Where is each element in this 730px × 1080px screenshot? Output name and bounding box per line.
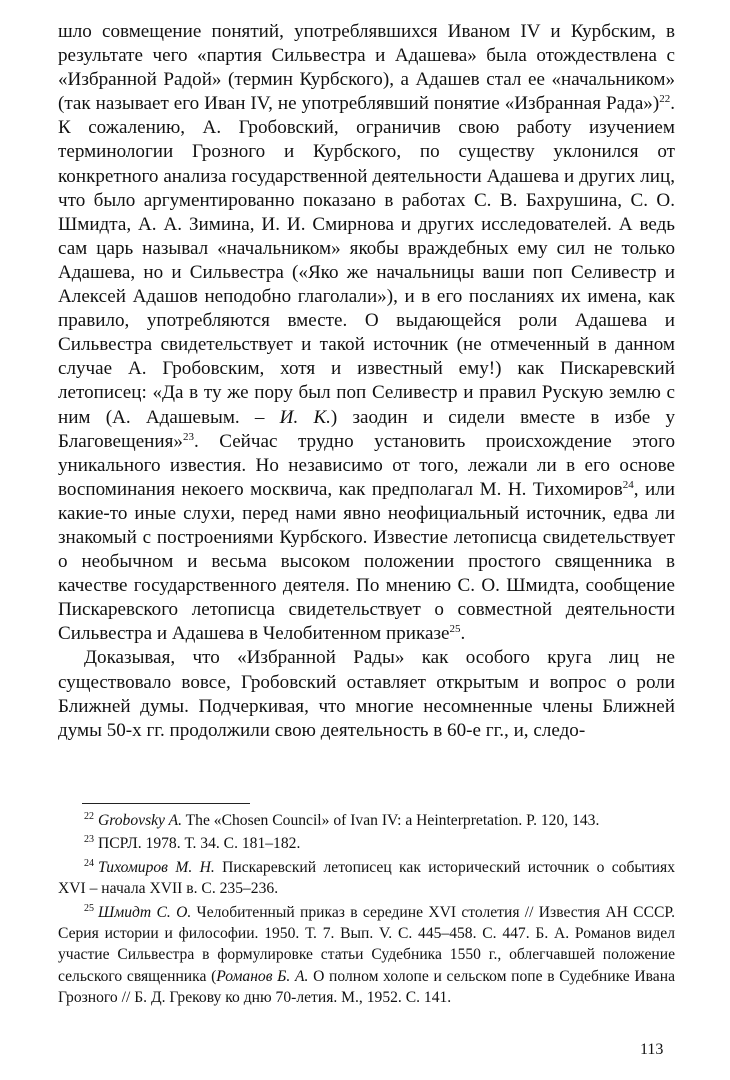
paragraph-2: Доказывая, что «Избранной Рады» как особого круга лиц не существовало вовсе, Гробовский оставляет открытым и вопрос о роли Ближней думы. Подчеркивая, что многие несомненные члены Ближней думы 50-х гг. продолжили свою деятельность в 60-е гг., и, следо- [58,647,675,741]
footnote-25: $^{25}$ Шмидт С. О. Челобитенный приказ в середине XVI столетия // Известия АН СССР. Серия истории и философии. 1950. Т. 7. Вып. V. С. 445–458. С. 447. Б. А. Романов видел участие Сильвестра в формулировке статьи Судебника 1550 г., облегчавшей положение сельского священника (Романов Б. А. О полном холопе и сельском попе в Судебнике Ивана Грозного // Б. Д. Грекову ко дню 70-летия. М., 1952. С. 141. [58,902,675,1007]
footnote-divider [82,803,250,804]
footnote-ref-24: 24 [622,478,634,491]
footnote-22: $^{22}$ Grobovsky A. The «Chosen Council» of Ivan IV: a Heinterpretation. P. 120, 143. [84,811,600,829]
footnotes [58,810,675,1011]
main-text [58,20,675,743]
footnote-ref-22: 22 [659,93,671,106]
page-number: 113 [640,1041,664,1058]
footnote-23: $^{23}$ ПСРЛ. 1978. Т. 34. С. 181–182. [84,834,301,853]
footnote-ref-23: 23 [182,430,194,443]
footnote-ref-25: 25 [449,623,461,636]
footnote-24: $^{24}$ Тихомиров М. Н. Пискаревский летописец как исторический источник о событиях XVI – начала XVII в. С. 235–236. [58,857,675,898]
paragraph-1: шло совмещение понятий, употреблявшихся Иваном IV и Курбским, в результате чего «партия Сильвестра и Адашева» была отождествлена с «Избранной Радой» (термин Курбского), а Адашев стал ее «начальником» (так называет его Иван IV, не употреблявший понятие «Избранная Рада»)$^{22}$. К сожалению, А. Гробовский, ограничив свою работу изучением терминологии Грозного и Курбского, по существу уклонился от конкретного анализа государственной деятельности Адашева и других лиц, что было аргументированно показано в работах С. В. Бахрушина, С. О. Шмидта, А. А. Зимина, И. И. Смирнова и других исследователей. А ведь сам царь называл «начальником» якобы враждебных ему сил не только Адашева, но и Сильвестра («Яко же начальницы ваши поп Селивестр и Алексей Адашов неподобно глаголали»), и в его посланиях их имена, как правило, употребляются вместе. О выдающейся роли Адашева и Сильвестра свидетельствует и такой источник (не отмеченный в данном случае А. Гробовским, хотя и известный ему!) как Пискаревский летописец: «Да в ту же пору был поп Селивестр и правил Рускую землю с ним (А. Адашевым. – И. К.) заодин и сидели вместе в избе у Благовещения»$^{23}$. Сейчас трудно установить происхождение этого уникального известия. Но независимо от того, лежали ли в его основе воспоминания некоего москвича, как предполагал М. Н. Тихомиров$^{24}$, или какие-то иные слухи, перед нами явно неофициальный источник, едва ли знакомый с построениями Курбского. Известие летописца свидетельствует о необычном и весьма высоком положении простого священника в качестве государственного деятеля. По мнению С. О. Шмидта, сообщение Пискаревского летописца свидетельствует о совместной деятельности Сильвестра и Адашева в Челобитенном приказе$^{25}$. [58,21,676,645]
